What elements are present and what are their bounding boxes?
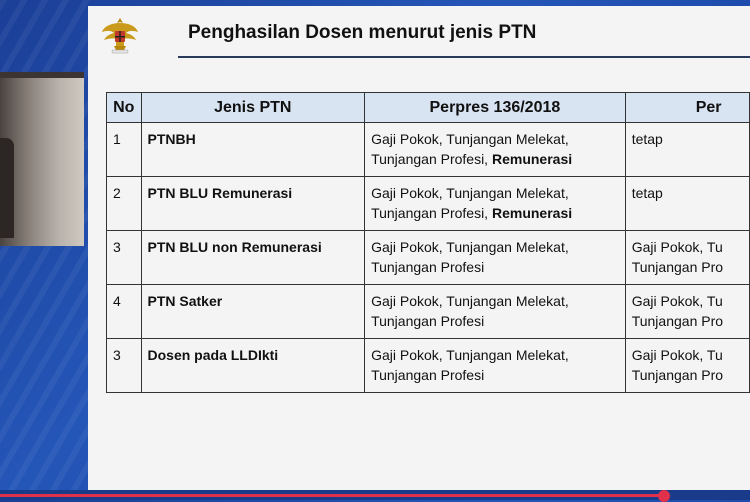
perpres-line-1: Gaji Pokok, Tunjangan Melekat,: [371, 239, 569, 255]
cell-per: [625, 231, 749, 285]
cell-no: 3: [107, 231, 142, 285]
cell-perpres: [365, 231, 626, 285]
cell-per: [625, 339, 749, 393]
table-row: [107, 339, 750, 393]
perpres-line-2-text: Tunjangan Profesi: [371, 367, 485, 383]
perpres-line-1: Gaji Pokok, Tunjangan Melekat,: [371, 185, 569, 201]
perpres-line-1: Gaji Pokok, Tunjangan Melekat,: [371, 131, 569, 147]
per-line-1: Gaji Pokok, Tu: [631, 293, 723, 309]
cell-jenis-ptn: PTN BLU Remunerasi: [141, 177, 365, 231]
per-line-2: Tunjangan Pro: [631, 367, 724, 383]
per-line-2: Tunjangan Pro: [631, 313, 724, 329]
per-line-2: Tunjangan Pro: [631, 259, 724, 275]
cell-jenis-ptn: PTNBH: [141, 123, 365, 177]
perpres-line-2: [371, 257, 619, 277]
perpres-line-2: [371, 365, 619, 385]
cell-per: [625, 177, 749, 231]
video-progress-bar[interactable]: [0, 490, 750, 500]
perpres-line-2-text: Tunjangan Profesi: [371, 259, 485, 275]
per-line-1: tetap: [631, 185, 663, 201]
cell-no: 2: [107, 177, 142, 231]
perpres-line-2-text: Tunjangan Profesi,: [371, 205, 492, 221]
per-line-1: Gaji Pokok, Tu: [631, 347, 723, 363]
cell-jenis-ptn: Dosen pada LLDIkti: [141, 339, 365, 393]
header-per-text: Per: [695, 98, 722, 116]
cell-per: [625, 123, 749, 177]
progress-knob[interactable]: [658, 490, 670, 502]
perpres-line-1: Gaji Pokok, Tunjangan Melekat,: [371, 347, 569, 363]
perpres-line-2-text: Tunjangan Profesi: [371, 313, 485, 329]
income-table: [106, 92, 750, 393]
cell-per: [625, 285, 749, 339]
header-no: No: [107, 93, 142, 123]
table-row: [107, 231, 750, 285]
perpres-line-2-text: Tunjangan Profesi,: [371, 151, 492, 167]
table-row: [107, 285, 750, 339]
table-header-row: [107, 93, 750, 123]
header-perpres: Perpres 136/2018: [365, 93, 626, 123]
cell-no: 4: [107, 285, 142, 339]
header-per: [625, 93, 749, 123]
perpres-line-2: [371, 149, 619, 169]
cell-no: 1: [107, 123, 142, 177]
progress-fill: [0, 494, 665, 497]
perpres-line-1: Gaji Pokok, Tunjangan Melekat,: [371, 293, 569, 309]
perpres-line-2: [371, 203, 619, 223]
perpres-line-2-bold: Remunerasi: [491, 151, 573, 167]
cell-perpres: [365, 177, 626, 231]
cell-perpres: [365, 123, 626, 177]
slide-title: Penghasilan Dosen menurut jenis PTN: [188, 22, 537, 43]
per-line-1: tetap: [631, 131, 663, 147]
cell-perpres: [365, 285, 626, 339]
per-line-1: Gaji Pokok, Tu: [631, 239, 723, 255]
table-row: [107, 177, 750, 231]
perpres-line-2-bold: Remunerasi: [491, 205, 573, 221]
header-jenis-ptn: Jenis PTN: [141, 93, 365, 123]
cell-jenis-ptn: PTN Satker: [141, 285, 365, 339]
cell-no: 3: [107, 339, 142, 393]
perpres-line-2: [371, 311, 619, 331]
cell-jenis-ptn: PTN BLU non Remunerasi: [141, 231, 365, 285]
garuda-emblem-icon: [100, 14, 140, 56]
title-underline: [178, 56, 750, 58]
table-row: [107, 123, 750, 177]
cell-perpres: [365, 339, 626, 393]
